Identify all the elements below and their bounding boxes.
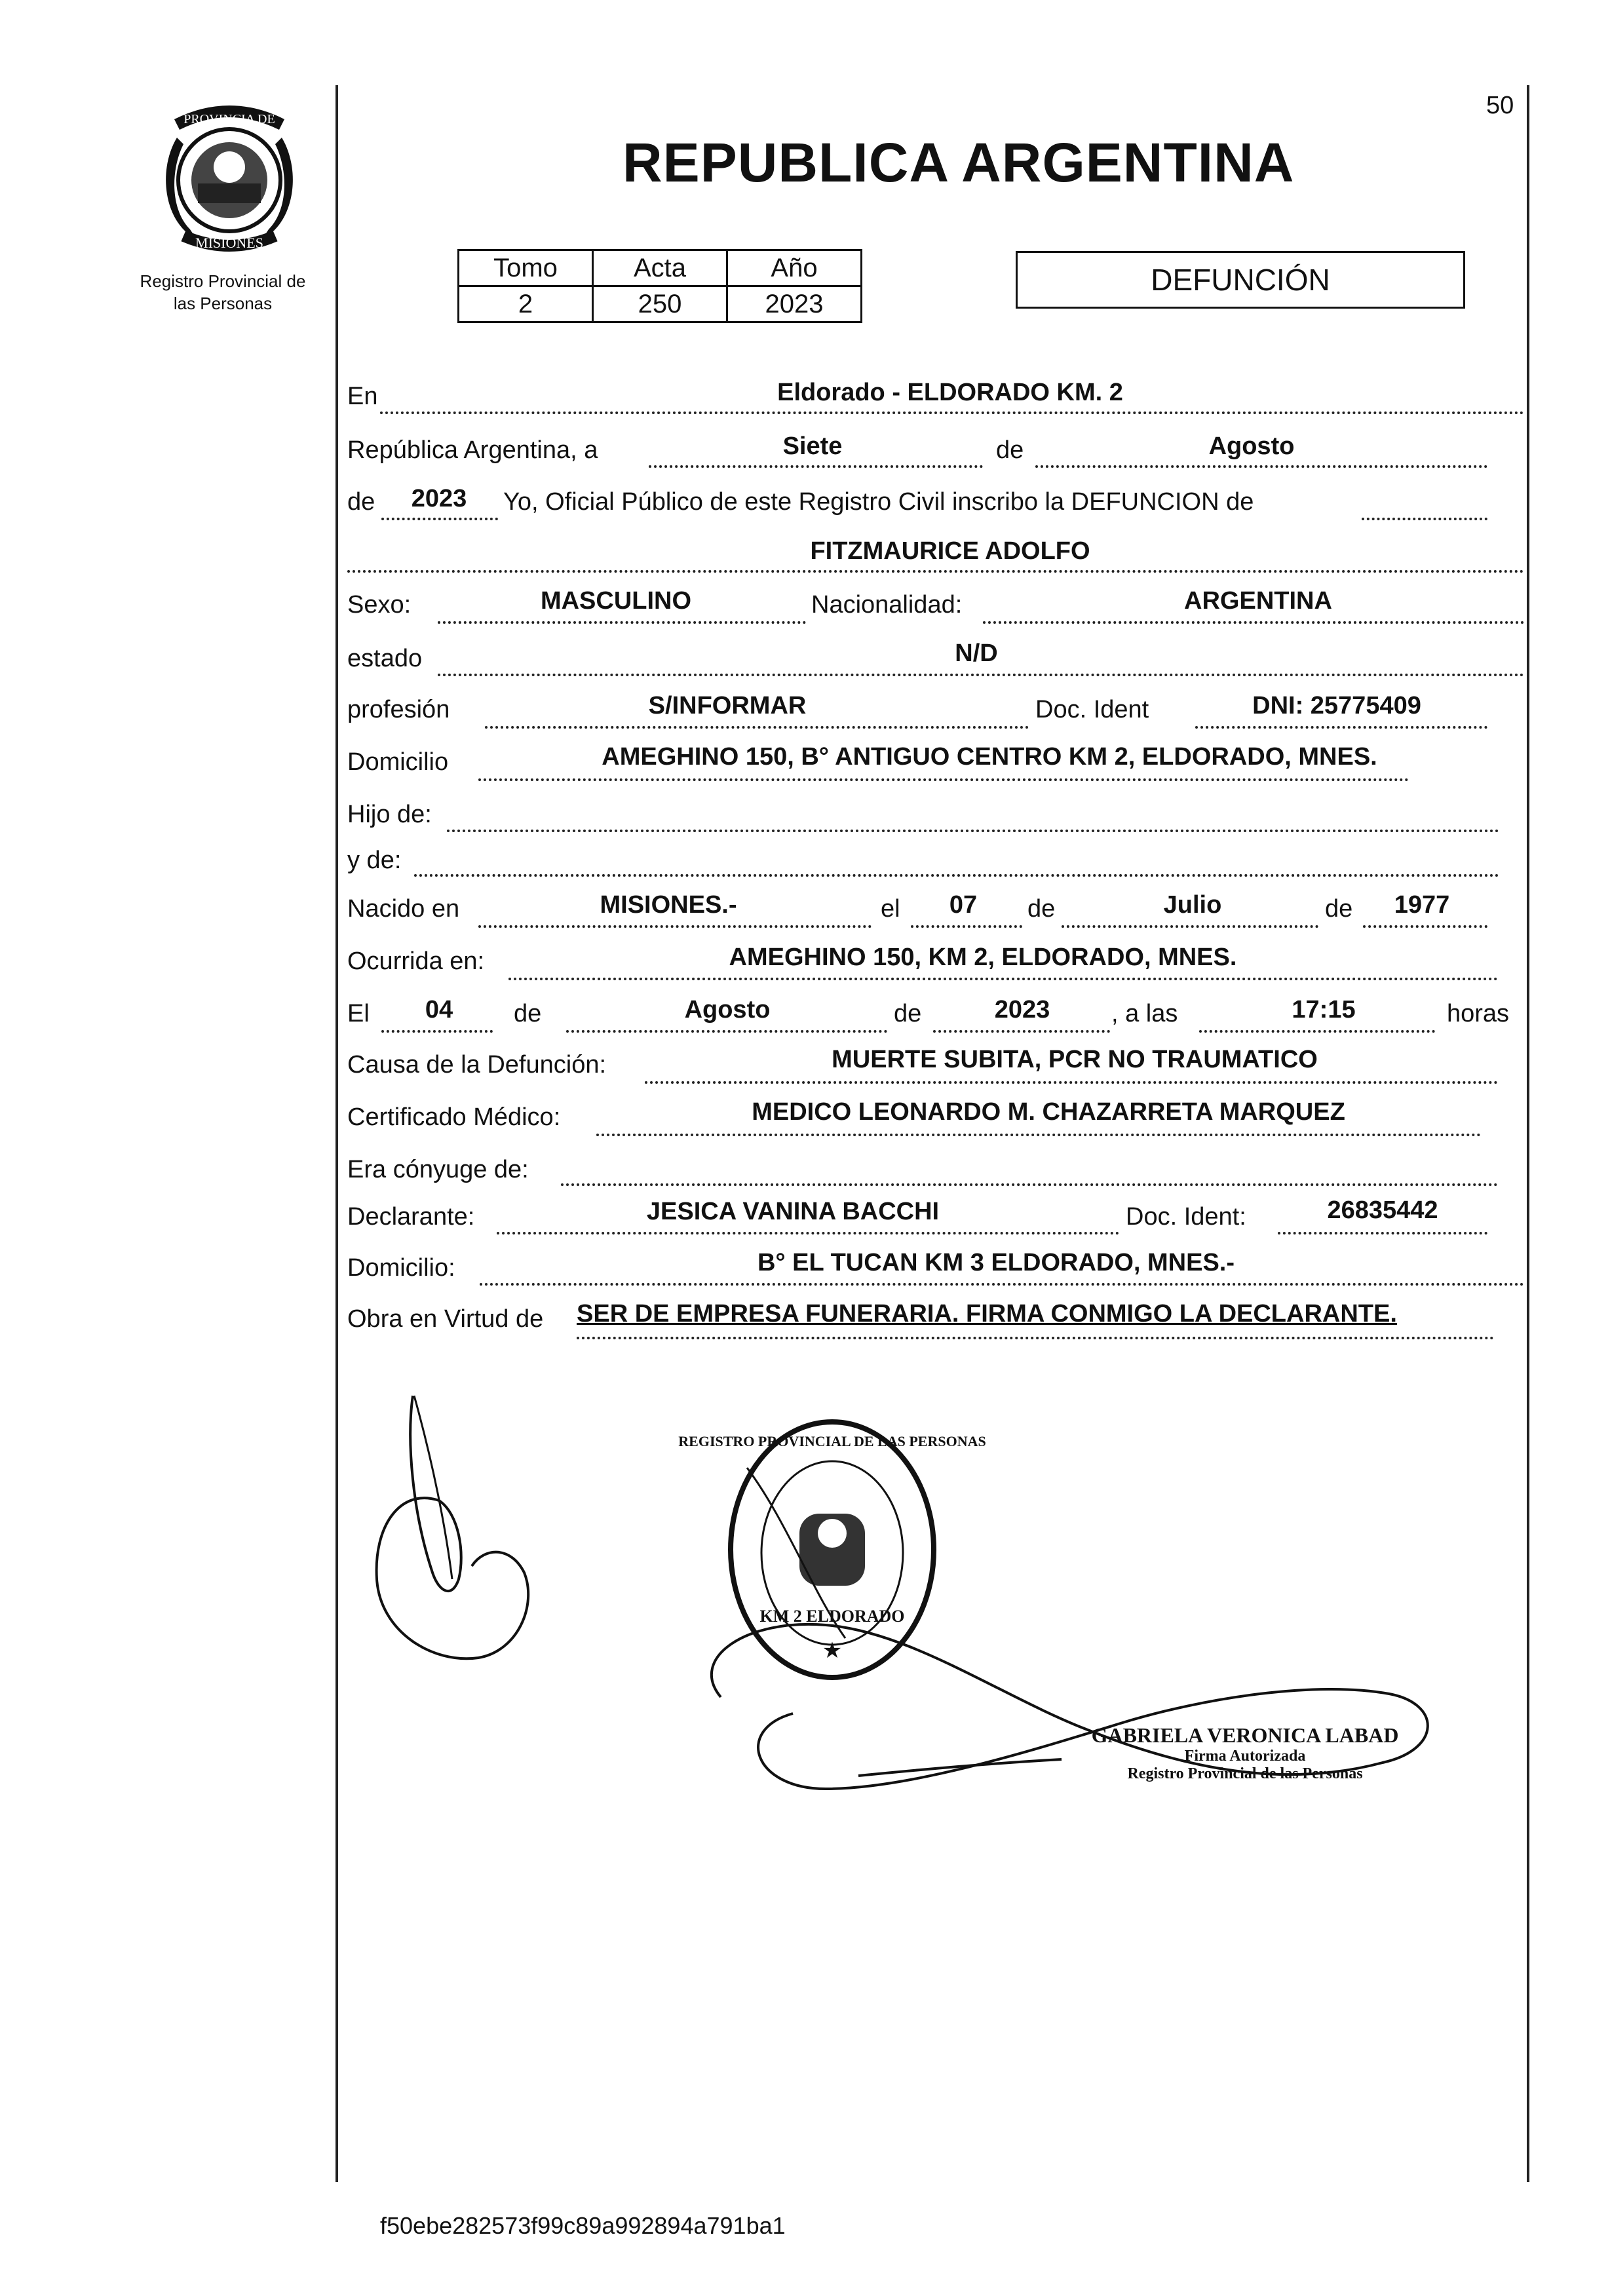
- right-margin-line: [1527, 85, 1529, 2182]
- conyuge-label: Era cónyuge de:: [347, 1156, 529, 1183]
- ocurrida-label: Ocurrida en:: [347, 947, 485, 975]
- fecha-month-dotted: [566, 1030, 887, 1033]
- obra-label: Obra en Virtud de: [347, 1305, 544, 1333]
- fecha-month-value: Agosto: [684, 996, 771, 1024]
- nacido-place-dotted: [478, 925, 872, 928]
- causa-label: Causa de la Defunción:: [347, 1051, 607, 1079]
- republica-label: República Argentina, a: [347, 436, 598, 464]
- seal-top-text: PROVINCIA DE: [183, 112, 275, 126]
- nacido-day-dotted: [911, 925, 1022, 928]
- officer-org: Registro Provincial de las Personas: [1127, 1765, 1363, 1782]
- registry-name: [118, 270, 328, 315]
- nacionalidad-label: Nacionalidad:: [811, 591, 963, 619]
- declarante-doc-label: Doc. Ident:: [1126, 1203, 1246, 1231]
- document-type-box: [1016, 251, 1465, 309]
- domicilio-dotted: [478, 778, 1409, 781]
- domicilio-value: AMEGHINO 150, B° ANTIGUO CENTRO KM 2, ELDORADO, MNES.: [602, 743, 1377, 771]
- fecha-el-label: El: [347, 1000, 370, 1027]
- certificado-dotted: [596, 1134, 1481, 1136]
- ocurrida-value: AMEGHINO 150, KM 2, ELDORADO, MNES.: [729, 944, 1237, 971]
- misiones-seal-emblem: [151, 98, 308, 256]
- fecha-time-dotted: [1199, 1030, 1435, 1033]
- nacido-de1-label: de: [1027, 895, 1056, 923]
- obra-dotted: [577, 1337, 1494, 1339]
- nacido-de2-label: de: [1325, 895, 1353, 923]
- hijo-de-label: Hijo de:: [347, 801, 432, 828]
- nacido-month-value: Julio: [1163, 891, 1222, 919]
- stamp-star-icon: ★: [822, 1638, 843, 1663]
- reference-header-row: [459, 250, 862, 286]
- tomo-value: 2: [459, 286, 593, 322]
- registry-name-line-2: las Personas: [173, 294, 273, 313]
- en-label: En: [347, 383, 378, 410]
- official-signature-drawing: [360, 1383, 557, 1671]
- declarante-doc-dotted: [1278, 1232, 1487, 1234]
- registry-name-line-1: Registro Provincial de: [140, 271, 306, 291]
- document-type: DEFUNCIÓN: [1151, 263, 1330, 297]
- profesion-value: S/INFORMAR: [648, 692, 807, 719]
- fecha-alas-label: , a las: [1111, 1000, 1178, 1027]
- declarante-label: Declarante:: [347, 1203, 475, 1231]
- left-margin-line: [335, 85, 338, 2182]
- sexo-dotted: [438, 621, 806, 624]
- year-de-label: de: [347, 488, 375, 516]
- sexo-label: Sexo:: [347, 591, 412, 619]
- fecha-de1-label: de: [514, 1000, 542, 1027]
- nacido-day-value: 07: [949, 891, 978, 919]
- stamp-ring-text: REGISTRO PROVINCIAL DE LAS PERSONAS: [678, 1433, 986, 1449]
- nacido-label: Nacido en: [347, 895, 460, 923]
- reference-table: [457, 249, 862, 323]
- declarante-doc-value: 26835442: [1327, 1196, 1438, 1224]
- document-hash: f50ebe282573f99c89a992894a791ba1: [380, 2212, 786, 2239]
- profesion-doc-dotted: [1195, 726, 1487, 729]
- tomo-header: Tomo: [459, 250, 593, 286]
- y-de-label: y de:: [347, 847, 402, 874]
- estado-label: estado: [347, 645, 423, 672]
- declarante-dotted: [497, 1232, 1119, 1234]
- deceased-name: FITZMAURICE ADOLFO: [810, 537, 1090, 565]
- certificado-value: MEDICO LEONARDO M. CHAZARRETA MARQUEZ: [752, 1098, 1345, 1126]
- seal-bottom-text: MISIONES: [195, 235, 263, 251]
- en-value: Eldorado - ELDORADO KM. 2: [777, 379, 1123, 406]
- hijo-de-dotted: [447, 830, 1499, 832]
- fecha-year-dotted: [933, 1030, 1110, 1033]
- profesion-doc-value: DNI: 25775409: [1252, 692, 1421, 719]
- fecha-year-value: 2023: [994, 996, 1050, 1024]
- ocurrida-dotted: [508, 978, 1498, 980]
- nacido-year-dotted: [1363, 925, 1487, 928]
- estado-value: N/D: [955, 640, 998, 667]
- domicilio2-value: B° EL TUCAN KM 3 ELDORADO, MNES.-: [757, 1249, 1235, 1276]
- republica-month-dotted: [1035, 465, 1487, 468]
- fecha-de2-label: de: [894, 1000, 922, 1027]
- republica-month-value: Agosto: [1208, 432, 1295, 460]
- domicilio2-dotted: [480, 1283, 1524, 1286]
- year-line-text: Yo, Oficial Público de este Registro Civil inscribo la DEFUNCION de: [503, 488, 1254, 516]
- page-number: 50: [1486, 92, 1514, 119]
- reference-value-row: [459, 286, 862, 322]
- profesion-doc-label: Doc. Ident: [1035, 696, 1149, 723]
- year-line-end-dotted: [1362, 518, 1487, 520]
- causa-dotted: [645, 1081, 1498, 1084]
- estado-dotted: [438, 674, 1524, 676]
- stamp-office-text: KM 2 ELDORADO: [759, 1607, 905, 1626]
- fecha-day-dotted: [381, 1030, 493, 1033]
- y-de-dotted: [414, 874, 1499, 877]
- acta-header: Acta: [593, 250, 727, 286]
- name-dotted: [347, 570, 1524, 573]
- causa-value: MUERTE SUBITA, PCR NO TRAUMATICO: [832, 1046, 1318, 1073]
- profesion-dotted: [485, 726, 1029, 729]
- profesion-label: profesión: [347, 696, 450, 723]
- republica-day-value: Siete: [782, 432, 843, 460]
- domicilio2-label: Domicilio:: [347, 1254, 455, 1282]
- ano-header: Año: [727, 250, 862, 286]
- fecha-horas-label: horas: [1447, 1000, 1510, 1027]
- nacionalidad-dotted: [983, 621, 1524, 624]
- fecha-time-value: 17:15: [1292, 996, 1356, 1024]
- officer-stamp-block: [1075, 1723, 1415, 1783]
- nacido-month-dotted: [1062, 925, 1318, 928]
- declarante-value: JESICA VANINA BACCHI: [646, 1198, 940, 1225]
- nacido-place-value: MISIONES.-: [600, 891, 737, 919]
- en-dotted-line: [380, 411, 1524, 414]
- nacido-el-label: el: [881, 895, 900, 923]
- certificado-label: Certificado Médico:: [347, 1103, 561, 1131]
- nacionalidad-value: ARGENTINA: [1184, 587, 1332, 615]
- officer-name: GABRIELA VERONICA LABAD: [1091, 1723, 1399, 1747]
- conyuge-dotted: [561, 1183, 1498, 1186]
- acta-value: 250: [593, 286, 727, 322]
- year-value: 2023: [411, 485, 467, 512]
- officer-role: Firma Autorizada: [1184, 1748, 1306, 1765]
- domicilio-label: Domicilio: [347, 748, 449, 776]
- sexo-value: MASCULINO: [540, 587, 692, 615]
- page-title: REPUBLICA ARGENTINA: [623, 132, 1295, 193]
- nacido-year-value: 1977: [1394, 891, 1450, 919]
- year-dotted: [381, 518, 498, 520]
- ano-value: 2023: [727, 286, 862, 322]
- republica-day-dotted: [649, 465, 983, 468]
- obra-value: SER DE EMPRESA FUNERARIA. FIRMA CONMIGO LA DECLARANTE.: [577, 1300, 1397, 1328]
- republica-de-label: de: [996, 436, 1024, 464]
- fecha-day-value: 04: [425, 996, 453, 1024]
